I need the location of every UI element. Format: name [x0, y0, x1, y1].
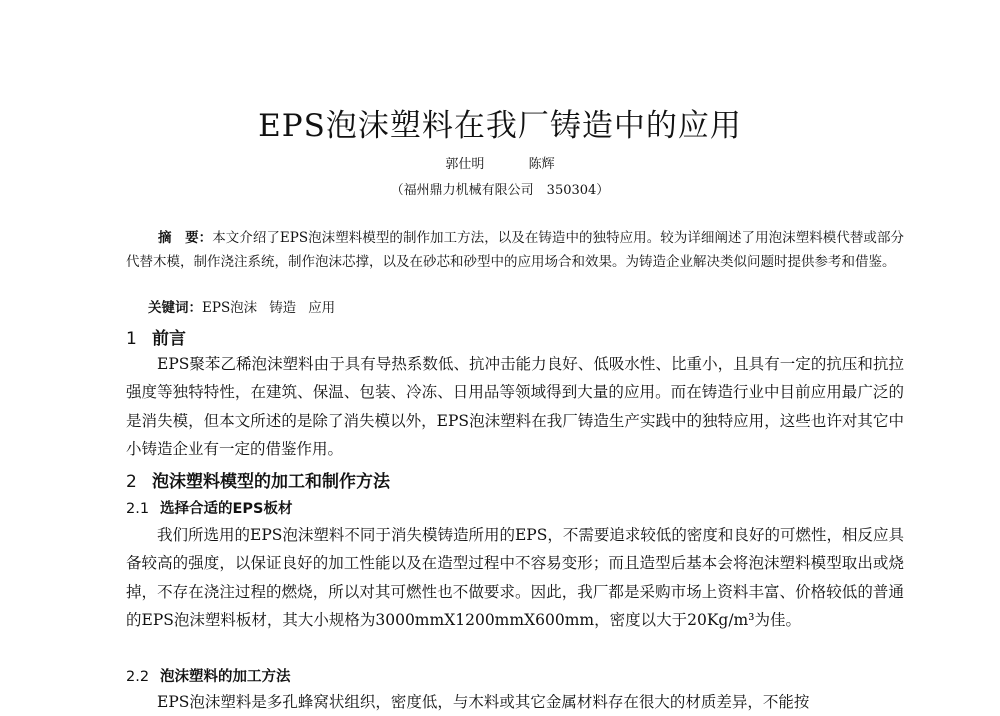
keyword: 铸造 — [269, 300, 297, 316]
section-title: 前言 — [152, 329, 186, 349]
keywords — [148, 296, 347, 316]
section-paragraph: EPS聚苯乙稀泡沫塑料由于具有导热系数低、抗冲击能力良好、低吸水性、比重小，且具有一定的抗压和抗拉强度等独特特性，在建筑、保温、包装、冷冻、日用品等领域得到大量的应用。而在铸造行业中目前应用最广泛的是消失模，但本文所述的是除了消失模以外，EPS泡沫塑料在我厂铸造生产实践中的独特应用，这些也许对其它中小铸造企业有一定的借鉴作用。 — [126, 355, 904, 458]
paper-title: EPS泡沫塑料在我厂铸造中的应用 — [258, 108, 742, 144]
subsection-paragraph: 我们所选用的EPS泡沫塑料不同于消失模铸造所用的EPS，不需要追求较低的密度和良好的可燃性，相反应具备较高的强度，以保证良好的加工性能以及在造型过程中不容易变形；而且造型后基本会将泡沫塑料模型取出或烧掉，不存在浇注过程的燃烧，所以对其可燃性也不做要求。因此，我厂都是采购市场上资料丰富、价格较低的普通的EPS泡沫塑料板材，其大小规格为3000mmX1200mmX600mm，密度以大于20Kg/m³为佳。 — [126, 526, 904, 629]
keywords-label: 关键词： — [148, 300, 202, 316]
section-heading — [126, 467, 390, 492]
subsection-number: 2.2 — [126, 669, 150, 685]
section-heading — [126, 324, 186, 349]
subsection-title: 泡沫塑料的加工方法 — [160, 669, 291, 685]
abstract-label: 摘 要： — [158, 230, 213, 246]
section-number: 1 — [126, 329, 137, 349]
affiliation: （福州鼎力机械有限公司 350304） — [390, 183, 610, 198]
author-name: 陈辉 — [528, 157, 555, 172]
subsection-paragraph: EPS泡沫塑料是多孔蜂窝状组织，密度低，与木料或其它金属材料存在很大的材质差异，不能按 — [157, 693, 810, 711]
subsection-title: 选择合适的EPS板材 — [160, 501, 293, 517]
section-title: 泡沫塑料模型的加工和制作方法 — [152, 472, 390, 492]
author-name: 郭仕明 — [445, 157, 485, 172]
subsection-heading — [126, 497, 292, 518]
subsection-heading — [126, 665, 291, 686]
abstract-text: 本文介绍了EPS泡沫塑料模型的制作加工方法，以及在铸造中的独特应用。较为详细阐述了用泡沫塑料模代替或部分代替木模，制作浇注系统，制作泡沫芯撑，以及在砂芯和砂型中的应用场合和效果。为铸造企业解决类似问题时提供参考和借鉴。 — [126, 230, 905, 270]
keyword: 应用 — [308, 300, 336, 316]
keyword: EPS泡沫 — [202, 300, 258, 316]
abstract — [126, 226, 904, 274]
subsection-number: 2.1 — [126, 501, 150, 517]
section-number: 2 — [126, 472, 137, 492]
author-list — [0, 153, 1000, 172]
